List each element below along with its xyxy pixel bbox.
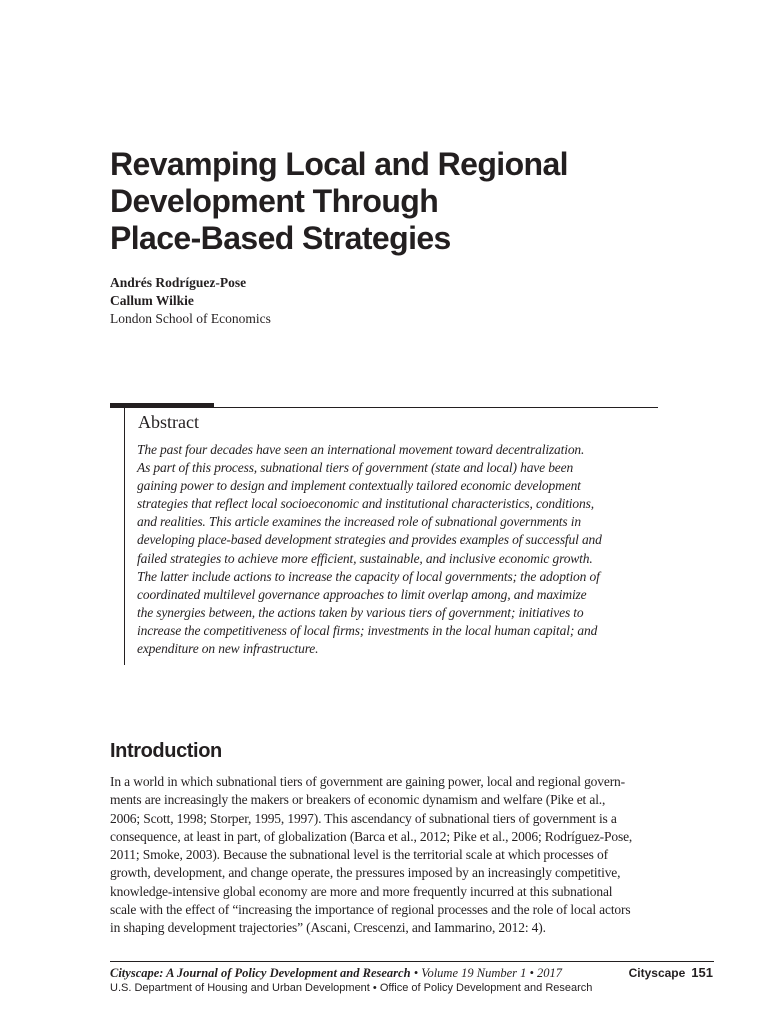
footer-issue: • Volume 19 Number 1 • 2017 [410, 966, 563, 980]
paragraph-line: in shaping development trajectories” (Ascani, Crescenzi, and Iammarino, 2012: 4). [110, 920, 546, 936]
paragraph-line: 2006; Scott, 1998; Storper, 1995, 1997). This ascendancy of subnational tiers of government is a [110, 810, 617, 826]
paragraph-line: growth, development, and change operate, the pressures imposed by an increasingly competitive, [110, 865, 621, 881]
footer-page-info [629, 965, 713, 981]
introduction-paragraph [110, 773, 690, 938]
article-title-line: Place-Based Strategies [110, 220, 451, 256]
abstract-rule [110, 407, 658, 408]
author-affiliation: London School of Economics [110, 311, 271, 326]
paragraph-line: In a world in which subnational tiers of government are gaining power, local and regional govern- [110, 774, 625, 789]
article-title-line: Development Through [110, 183, 439, 219]
abstract-line: The latter include actions to increase the capacity of local governments; the adoption of [137, 568, 600, 584]
footer-brand: Cityscape [628, 966, 686, 980]
paragraph-line: 2011; Smoke, 2003). Because the subnational level is the territorial scale at which processes of [110, 847, 608, 863]
abstract-line: developing place-based development strategies and provides examples of successful and [137, 532, 602, 548]
introduction-heading: Introduction [110, 740, 222, 762]
abstract-line: coordinated multilevel governance approaches to limit overlap among, and maximize [137, 586, 587, 602]
abstract-line: gaining power to design and implement contextually tailored economic development [137, 478, 581, 494]
page-number: 151 [691, 965, 713, 980]
author-block [110, 274, 271, 328]
article-title [110, 146, 670, 257]
abstract-line: failed strategies to achieve more efficient, sustainable, and inclusive economic growth. [137, 550, 593, 566]
abstract-line: As part of this process, subnational tiers of government (state and local) have been [137, 460, 574, 476]
paragraph-line: scale with the effect of “increasing the importance of regional processes and the role of local actors [110, 902, 631, 918]
abstract-line: and realities. This article examines the increased role of subnational governments in [137, 514, 581, 530]
footer-journal: Cityscape: A Journal of Policy Development and Research [110, 966, 411, 980]
article-title-line: Revamping Local and Regional [110, 146, 568, 182]
footer-department: U.S. Department of Housing and Urban Development • Office of Policy Development and Research [110, 982, 593, 994]
abstract-line: increase the competitiveness of local firms; investments in the local human capital; and [137, 622, 598, 638]
author-name: Andrés Rodríguez-Pose [110, 275, 247, 290]
abstract-heading: Abstract [138, 412, 199, 432]
paragraph-line: ments are increasingly the makers or breakers of economic dynamism and welfare (Pike et al., [110, 792, 606, 808]
paragraph-line: consequence, at least in part, of globalization (Barca et al., 2012; Pike et al., 2006; Rodríguez-Pose, [110, 828, 633, 844]
abstract-line: expenditure on new infrastructure. [137, 641, 319, 657]
paragraph-line: knowledge-intensive global economy are more and more frequently incurred at this subnational [110, 883, 613, 899]
author-name: Callum Wilkie [110, 293, 194, 308]
abstract-line: strategies that reflect local socioeconomic and institutional characteristics, conditions, [137, 496, 594, 512]
footer-rule [110, 961, 714, 962]
abstract-line: The past four decades have seen an international movement toward decentralization. [137, 442, 585, 457]
abstract-line: the synergies between, the actions taken by various tiers of government; initiatives to [137, 604, 584, 620]
abstract-side-rule [124, 408, 125, 665]
abstract-text [137, 441, 662, 658]
footer-citation [110, 965, 562, 981]
